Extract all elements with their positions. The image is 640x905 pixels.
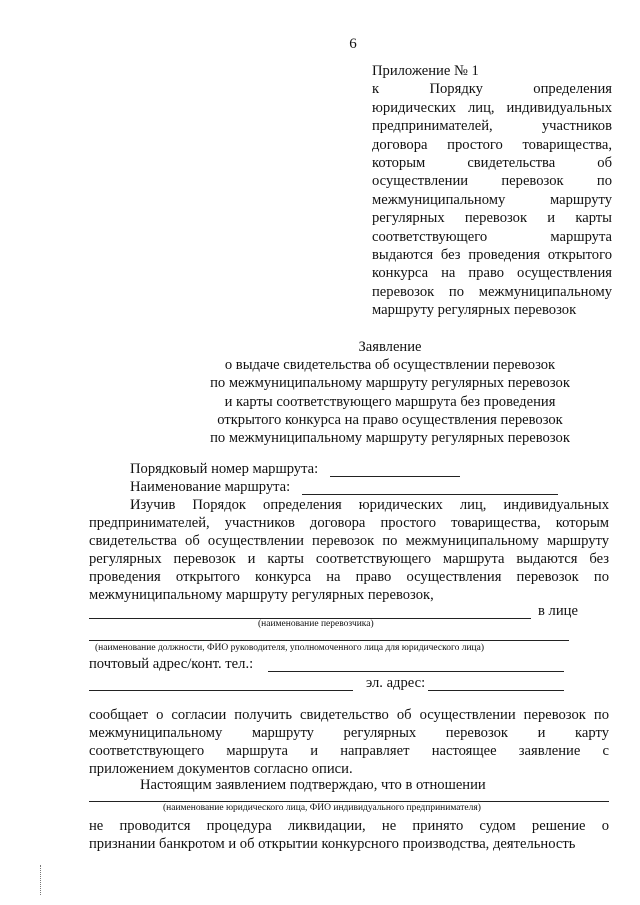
intro-line: регулярных перевозок и карты соответствующего маршрута выдаются без	[89, 551, 609, 567]
title-line: о выдаче свидетельства об осуществлении перевозок	[224, 357, 556, 374]
appendix-line: предпринимателей, участников	[372, 118, 612, 135]
title-line: и карты соответствующего маршрута без проведения	[224, 393, 556, 410]
appendix-line: соответствующего маршрута	[372, 228, 612, 245]
title-line: по межмуниципальному маршруту регулярных перевозок	[210, 375, 570, 392]
confirm-line: Настоящим заявлением подтверждаю, что в отношении	[140, 777, 486, 793]
intro-line: свидетельства об осуществлении перевозок по межмуниципальному маршруту	[89, 533, 609, 549]
route-number-label: Порядковый номер маршрута:	[130, 461, 319, 477]
final-line: признании банкротом и об открытии конкурсного производства, деятельность	[89, 836, 576, 852]
consent-line: межмуниципальному маршруту регулярных перевозок и карту	[89, 725, 609, 741]
carrier-caption: (наименование перевозчика)	[258, 619, 374, 629]
appendix-block	[372, 62, 612, 319]
entity-name-field[interactable]	[89, 801, 609, 802]
appendix-line: межмуниципальному маршруту	[372, 191, 612, 208]
appendix-line: юридических лиц, индивидуальных	[372, 99, 612, 116]
address-label: почтовый адрес/конт. тел.:	[89, 656, 254, 672]
consent-line: сообщает о согласии получить свидетельство об осуществлении перевозок по	[89, 707, 609, 723]
email-field[interactable]	[428, 690, 564, 691]
intro-line: Изучив Порядок определения юридических лиц, индивидуальных	[130, 497, 609, 513]
intro-line: межмуниципальному маршруту регулярных перевозок,	[89, 587, 434, 603]
appendix-line: договора простого товарищества,	[372, 136, 612, 153]
route-name-label: Наименование маршрута:	[130, 479, 291, 495]
page-number: 6	[349, 36, 357, 52]
title-line: открытого конкурса на право осуществления перевозок	[217, 411, 563, 428]
in-person-label: в лице	[538, 603, 578, 619]
route-number-field[interactable]	[330, 476, 460, 477]
entity-caption: (наименование юридического лица, ФИО индивидуального предпринимателя)	[163, 803, 481, 813]
head-caption: (наименование должности, ФИО руководителя, уполномоченного лица для юридического лица)	[95, 643, 485, 653]
appendix-line: к Порядку определения	[372, 81, 612, 98]
consent-line: соответствующего маршрута и направляет настоящее заявление с	[89, 743, 609, 759]
appendix-line: конкурса на право осуществления	[372, 265, 612, 282]
consent-line: приложением документов согласно описи.	[89, 761, 353, 777]
document-title	[120, 338, 640, 447]
address-field-continued[interactable]	[89, 690, 353, 691]
appendix-line: выдаются без проведения открытого	[372, 246, 612, 263]
appendix-line: осуществлении перевозок по	[372, 173, 612, 190]
intro-line: предпринимателей, участников договора простого товарищества, которым	[89, 515, 609, 531]
appendix-line: перевозок по межмуниципальному	[372, 283, 612, 300]
appendix-line: маршруту регулярных перевозок	[372, 302, 577, 319]
title-line: по межмуниципальному маршруту регулярных перевозок	[210, 429, 570, 446]
title-line: Заявление	[358, 339, 422, 355]
appendix-line: которым свидетельства об	[372, 154, 612, 171]
route-name-field[interactable]	[302, 494, 558, 495]
head-field[interactable]	[89, 640, 569, 641]
scan-margin-mark	[40, 865, 45, 895]
intro-line: проведения открытого конкурса на право осуществления перевозок по	[89, 569, 609, 585]
appendix-line: Приложение № 1	[372, 63, 479, 79]
email-label: эл. адрес:	[366, 675, 426, 691]
final-line: не проводится процедура ликвидации, не принято судом решение о	[89, 818, 609, 834]
address-field[interactable]	[268, 671, 564, 672]
appendix-line: регулярных перевозок и карты	[372, 210, 612, 227]
